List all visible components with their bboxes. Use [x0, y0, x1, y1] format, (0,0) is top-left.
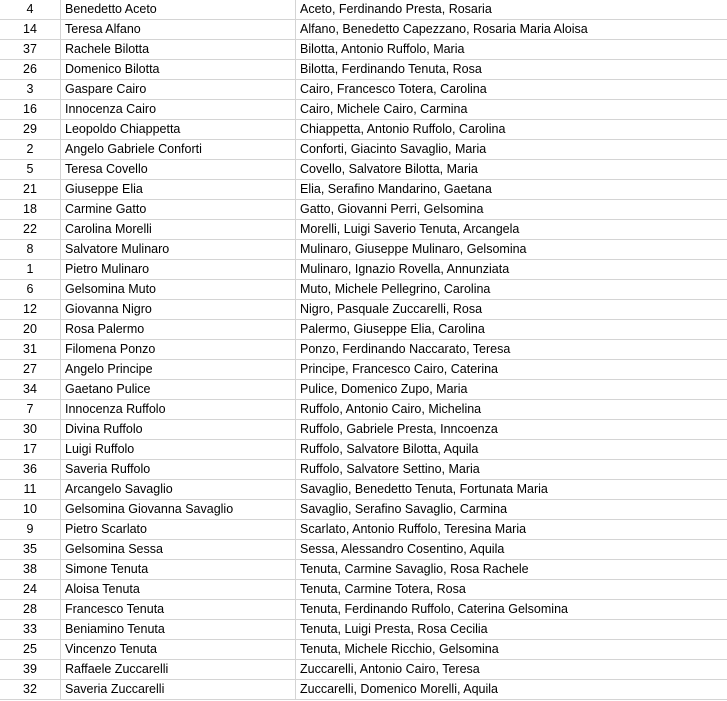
table-row	[0, 100, 727, 120]
record-number-cell[interactable]: 16	[0, 100, 61, 120]
parents-cell[interactable]: Tenuta, Carmine Savaglio, Rosa Rachele	[296, 560, 727, 580]
person-name-cell[interactable]: Rachele Bilotta	[61, 40, 296, 60]
person-name-cell[interactable]: Gelsomina Giovanna Savaglio	[61, 500, 296, 520]
person-name-cell[interactable]: Angelo Gabriele Conforti	[61, 140, 296, 160]
record-number-cell[interactable]: 29	[0, 120, 61, 140]
table-row	[0, 40, 727, 60]
parents-cell[interactable]: Bilotta, Ferdinando Tenuta, Rosa	[296, 60, 727, 80]
parents-cell[interactable]: Savaglio, Serafino Savaglio, Carmina	[296, 500, 727, 520]
person-name-cell[interactable]: Benedetto Aceto	[61, 0, 296, 20]
parents-cell[interactable]: Mulinaro, Ignazio Rovella, Annunziata	[296, 260, 727, 280]
record-number-cell[interactable]: 31	[0, 340, 61, 360]
parents-cell[interactable]: Bilotta, Antonio Ruffolo, Maria	[296, 40, 727, 60]
person-name-cell[interactable]: Saveria Zuccarelli	[61, 680, 296, 700]
record-number-cell[interactable]: 35	[0, 540, 61, 560]
record-number-cell[interactable]: 12	[0, 300, 61, 320]
table-row	[0, 680, 727, 700]
parents-cell[interactable]: Alfano, Benedetto Capezzano, Rosaria Maria Aloisa	[296, 20, 727, 40]
table-row	[0, 440, 727, 460]
table-row	[0, 240, 727, 260]
person-name-cell[interactable]: Gelsomina Sessa	[61, 540, 296, 560]
table-row	[0, 160, 727, 180]
table-row	[0, 520, 727, 540]
record-number-cell[interactable]: 1	[0, 260, 61, 280]
record-number-cell[interactable]: 17	[0, 440, 61, 460]
record-number-cell[interactable]: 24	[0, 580, 61, 600]
table-row	[0, 360, 727, 380]
record-number-cell[interactable]: 36	[0, 460, 61, 480]
record-number-cell[interactable]: 3	[0, 80, 61, 100]
table-row	[0, 600, 727, 620]
table-row	[0, 460, 727, 480]
person-name-cell[interactable]: Raffaele Zuccarelli	[61, 660, 296, 680]
record-number-cell[interactable]: 11	[0, 480, 61, 500]
record-number-cell[interactable]: 18	[0, 200, 61, 220]
person-name-cell[interactable]: Salvatore Mulinaro	[61, 240, 296, 260]
table-row	[0, 340, 727, 360]
parents-cell[interactable]: Ruffolo, Antonio Cairo, Michelina	[296, 400, 727, 420]
parents-cell[interactable]: Savaglio, Benedetto Tenuta, Fortunata Maria	[296, 480, 727, 500]
parents-cell[interactable]: Cairo, Michele Cairo, Carmina	[296, 100, 727, 120]
record-number-cell[interactable]: 27	[0, 360, 61, 380]
record-number-cell[interactable]: 22	[0, 220, 61, 240]
table-row	[0, 80, 727, 100]
table-row	[0, 280, 727, 300]
parents-cell[interactable]: Mulinaro, Giuseppe Mulinaro, Gelsomina	[296, 240, 727, 260]
person-name-cell[interactable]: Angelo Principe	[61, 360, 296, 380]
table-row	[0, 620, 727, 640]
record-number-cell[interactable]: 8	[0, 240, 61, 260]
parents-cell[interactable]: Tenuta, Ferdinando Ruffolo, Caterina Gelsomina	[296, 600, 727, 620]
table-row	[0, 320, 727, 340]
table-row	[0, 540, 727, 560]
record-number-cell[interactable]: 4	[0, 0, 61, 20]
table-row	[0, 480, 727, 500]
table-row	[0, 20, 727, 40]
record-number-cell[interactable]: 14	[0, 20, 61, 40]
record-number-cell[interactable]: 34	[0, 380, 61, 400]
person-name-cell[interactable]: Saveria Ruffolo	[61, 460, 296, 480]
parents-cell[interactable]: Covello, Salvatore Bilotta, Maria	[296, 160, 727, 180]
record-number-cell[interactable]: 6	[0, 280, 61, 300]
record-number-cell[interactable]: 21	[0, 180, 61, 200]
parents-cell[interactable]: Tenuta, Luigi Presta, Rosa Cecilia	[296, 620, 727, 640]
person-name-cell[interactable]: Divina Ruffolo	[61, 420, 296, 440]
parents-cell[interactable]: Ponzo, Ferdinando Naccarato, Teresa	[296, 340, 727, 360]
table-row	[0, 500, 727, 520]
person-name-cell[interactable]: Carolina Morelli	[61, 220, 296, 240]
table-row	[0, 220, 727, 240]
record-number-cell[interactable]: 30	[0, 420, 61, 440]
record-number-cell[interactable]: 28	[0, 600, 61, 620]
person-name-cell[interactable]: Domenico Bilotta	[61, 60, 296, 80]
table-row	[0, 140, 727, 160]
parents-cell[interactable]: Conforti, Giacinto Savaglio, Maria	[296, 140, 727, 160]
table-row	[0, 400, 727, 420]
table-row	[0, 420, 727, 440]
person-name-cell[interactable]: Luigi Ruffolo	[61, 440, 296, 460]
table-row	[0, 580, 727, 600]
parents-cell[interactable]: Elia, Serafino Mandarino, Gaetana	[296, 180, 727, 200]
record-number-cell[interactable]: 5	[0, 160, 61, 180]
record-number-cell[interactable]: 39	[0, 660, 61, 680]
parents-cell[interactable]: Gatto, Giovanni Perri, Gelsomina	[296, 200, 727, 220]
record-number-cell[interactable]: 25	[0, 640, 61, 660]
person-name-cell[interactable]: Giuseppe Elia	[61, 180, 296, 200]
parents-cell[interactable]: Zuccarelli, Domenico Morelli, Aquila	[296, 680, 727, 700]
parents-cell[interactable]: Nigro, Pasquale Zuccarelli, Rosa	[296, 300, 727, 320]
table-row	[0, 640, 727, 660]
parents-cell[interactable]: Cairo, Francesco Totera, Carolina	[296, 80, 727, 100]
table-row	[0, 60, 727, 80]
table-row	[0, 300, 727, 320]
parents-cell[interactable]: Tenuta, Carmine Totera, Rosa	[296, 580, 727, 600]
record-number-cell[interactable]: 10	[0, 500, 61, 520]
parents-cell[interactable]: Scarlato, Antonio Ruffolo, Teresina Maria	[296, 520, 727, 540]
record-number-cell[interactable]: 2	[0, 140, 61, 160]
table-row	[0, 0, 727, 20]
table-row	[0, 120, 727, 140]
person-name-cell[interactable]: Leopoldo Chiappetta	[61, 120, 296, 140]
parents-cell[interactable]: Muto, Michele Pellegrino, Carolina	[296, 280, 727, 300]
person-name-cell[interactable]: Pietro Scarlato	[61, 520, 296, 540]
person-name-cell[interactable]: Gaspare Cairo	[61, 80, 296, 100]
parents-cell[interactable]: Sessa, Alessandro Cosentino, Aquila	[296, 540, 727, 560]
person-name-cell[interactable]: Simone Tenuta	[61, 560, 296, 580]
record-number-cell[interactable]: 33	[0, 620, 61, 640]
record-number-cell[interactable]: 20	[0, 320, 61, 340]
parents-cell[interactable]: Morelli, Luigi Saverio Tenuta, Arcangela	[296, 220, 727, 240]
parents-cell[interactable]: Ruffolo, Salvatore Settino, Maria	[296, 460, 727, 480]
table-row	[0, 200, 727, 220]
table-row	[0, 560, 727, 580]
parents-cell[interactable]: Zuccarelli, Antonio Cairo, Teresa	[296, 660, 727, 680]
parents-cell[interactable]: Pulice, Domenico Zupo, Maria	[296, 380, 727, 400]
parents-cell[interactable]: Tenuta, Michele Ricchio, Gelsomina	[296, 640, 727, 660]
person-name-cell[interactable]: Vincenzo Tenuta	[61, 640, 296, 660]
person-name-cell[interactable]: Francesco Tenuta	[61, 600, 296, 620]
record-number-cell[interactable]: 32	[0, 680, 61, 700]
person-name-cell[interactable]: Gelsomina Muto	[61, 280, 296, 300]
parents-cell[interactable]: Principe, Francesco Cairo, Caterina	[296, 360, 727, 380]
parents-cell[interactable]: Palermo, Giuseppe Elia, Carolina	[296, 320, 727, 340]
person-name-cell[interactable]: Carmine Gatto	[61, 200, 296, 220]
person-name-cell[interactable]: Rosa Palermo	[61, 320, 296, 340]
person-name-cell[interactable]: Filomena Ponzo	[61, 340, 296, 360]
person-name-cell[interactable]: Giovanna Nigro	[61, 300, 296, 320]
person-name-cell[interactable]: Innocenza Cairo	[61, 100, 296, 120]
person-name-cell[interactable]: Innocenza Ruffolo	[61, 400, 296, 420]
record-number-cell[interactable]: 9	[0, 520, 61, 540]
table-row	[0, 180, 727, 200]
person-name-cell[interactable]: Teresa Covello	[61, 160, 296, 180]
record-number-cell[interactable]: 26	[0, 60, 61, 80]
person-name-cell[interactable]: Aloisa Tenuta	[61, 580, 296, 600]
person-name-cell[interactable]: Arcangelo Savaglio	[61, 480, 296, 500]
parents-cell[interactable]: Chiappetta, Antonio Ruffolo, Carolina	[296, 120, 727, 140]
person-name-cell[interactable]: Beniamino Tenuta	[61, 620, 296, 640]
parents-cell[interactable]: Ruffolo, Gabriele Presta, Inncoenza	[296, 420, 727, 440]
record-number-cell[interactable]: 7	[0, 400, 61, 420]
person-name-cell[interactable]: Gaetano Pulice	[61, 380, 296, 400]
person-name-cell[interactable]: Teresa Alfano	[61, 20, 296, 40]
record-number-cell[interactable]: 38	[0, 560, 61, 580]
table-row	[0, 660, 727, 680]
record-number-cell[interactable]: 37	[0, 40, 61, 60]
parents-cell[interactable]: Aceto, Ferdinando Presta, Rosaria	[296, 0, 727, 20]
parents-cell[interactable]: Ruffolo, Salvatore Bilotta, Aquila	[296, 440, 727, 460]
table-row	[0, 260, 727, 280]
person-name-cell[interactable]: Pietro Mulinaro	[61, 260, 296, 280]
table-row	[0, 380, 727, 400]
